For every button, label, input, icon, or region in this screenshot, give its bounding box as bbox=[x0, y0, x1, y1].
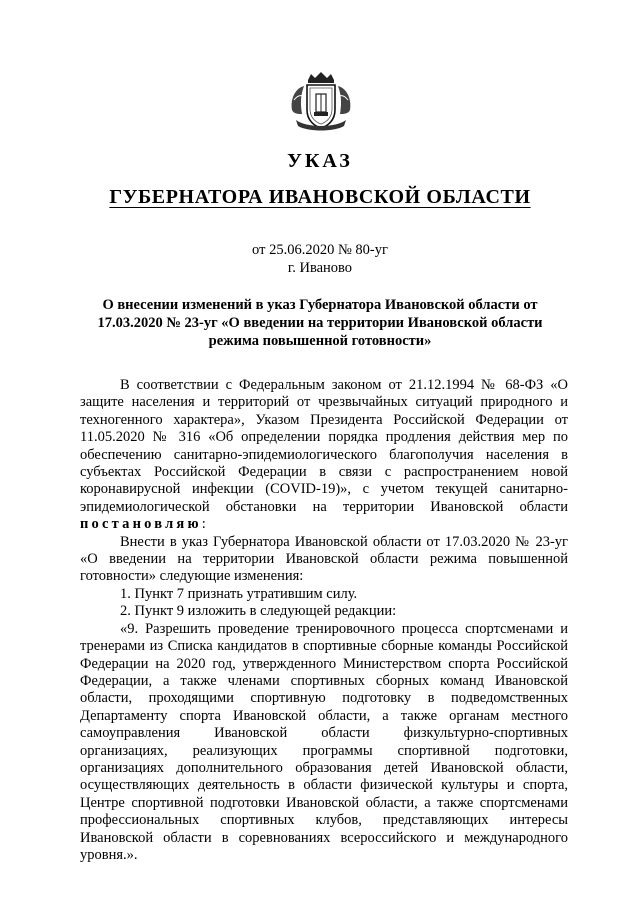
paragraph-item-1: 1. Пункт 7 признать утратившим силу. bbox=[120, 585, 358, 602]
paragraph-item-2: 2. Пункт 9 изложить в следующей редакции: bbox=[120, 603, 397, 620]
document-body bbox=[80, 377, 568, 864]
decree-keyword: постановляю bbox=[80, 516, 202, 533]
preamble-text: В соответствии с Федеральным законом от 21.12.1994 № 68-ФЗ «О защите населения и территорий от чрезвычайных ситуаций природного и техногенного характера», Указом Президента Российской Федерации от 11.05.2020 № 316 «Об определении порядка продления действия мер по обеспечению санитарно-эпидемиологического благополучия населения в субъектах Российской Федерации в связи с распространением новой коронавирусной инфекции (COVID-19)», с учетом текущей санитарно-эпидемиологической обстановки на территории Ивановской области bbox=[80, 377, 568, 515]
document-title: УКАЗ bbox=[287, 150, 353, 172]
preamble-end: : bbox=[201, 516, 206, 533]
date-number: от 25.06.2020 № 80-уг bbox=[252, 242, 388, 258]
paragraph-preamble bbox=[80, 377, 568, 534]
document-subject: О внесении изменений в указ Губернатора Ивановской области от 17.03.2020 № 23-уг «О введении на территории Ивановской области режима повышенной готовности» bbox=[97, 297, 543, 349]
document-subtitle-text: ГУБЕРНАТОРА ИВАНОВСКОЙ ОБЛАСТИ bbox=[109, 186, 531, 208]
paragraph-amendments: Внести в указ Губернатора Ивановской области от 17.03.2020 № 23-уг «О введении на территории Ивановской области режима повышенной готовности» следующие изменения: bbox=[80, 533, 568, 585]
document-subtitle bbox=[0, 186, 640, 209]
coat-of-arms-icon bbox=[288, 70, 354, 136]
city: г. Иваново bbox=[287, 260, 353, 276]
paragraph-item-9: «9. Разрешить проведение тренировочного процесса спортсменами и тренерами из Списка кандидатов в спортивные сборные команды Российской Федерации на 2020 год, утвержденного Министерством спорта Российской Федерации, а также членами спортивных сборных команд Ивановской области, проходящими спортивную подготовку в подведомственных Департаменту спорта Ивановской области, а также органам местного самоуправления Ивановской области физкультурно-спортивных организациях, реализующих программы спортивной подготовки, организациях дополнительного образования детей Ивановской области, осуществляющих деятельность в области физической культуры и спорта, Центре спортивной подготовки Ивановской области, а также спортсменами профессиональных спортивных клубов, представляющих интересы Ивановской области в соревнованиях всероссийского и международного уровня.». bbox=[80, 620, 568, 863]
